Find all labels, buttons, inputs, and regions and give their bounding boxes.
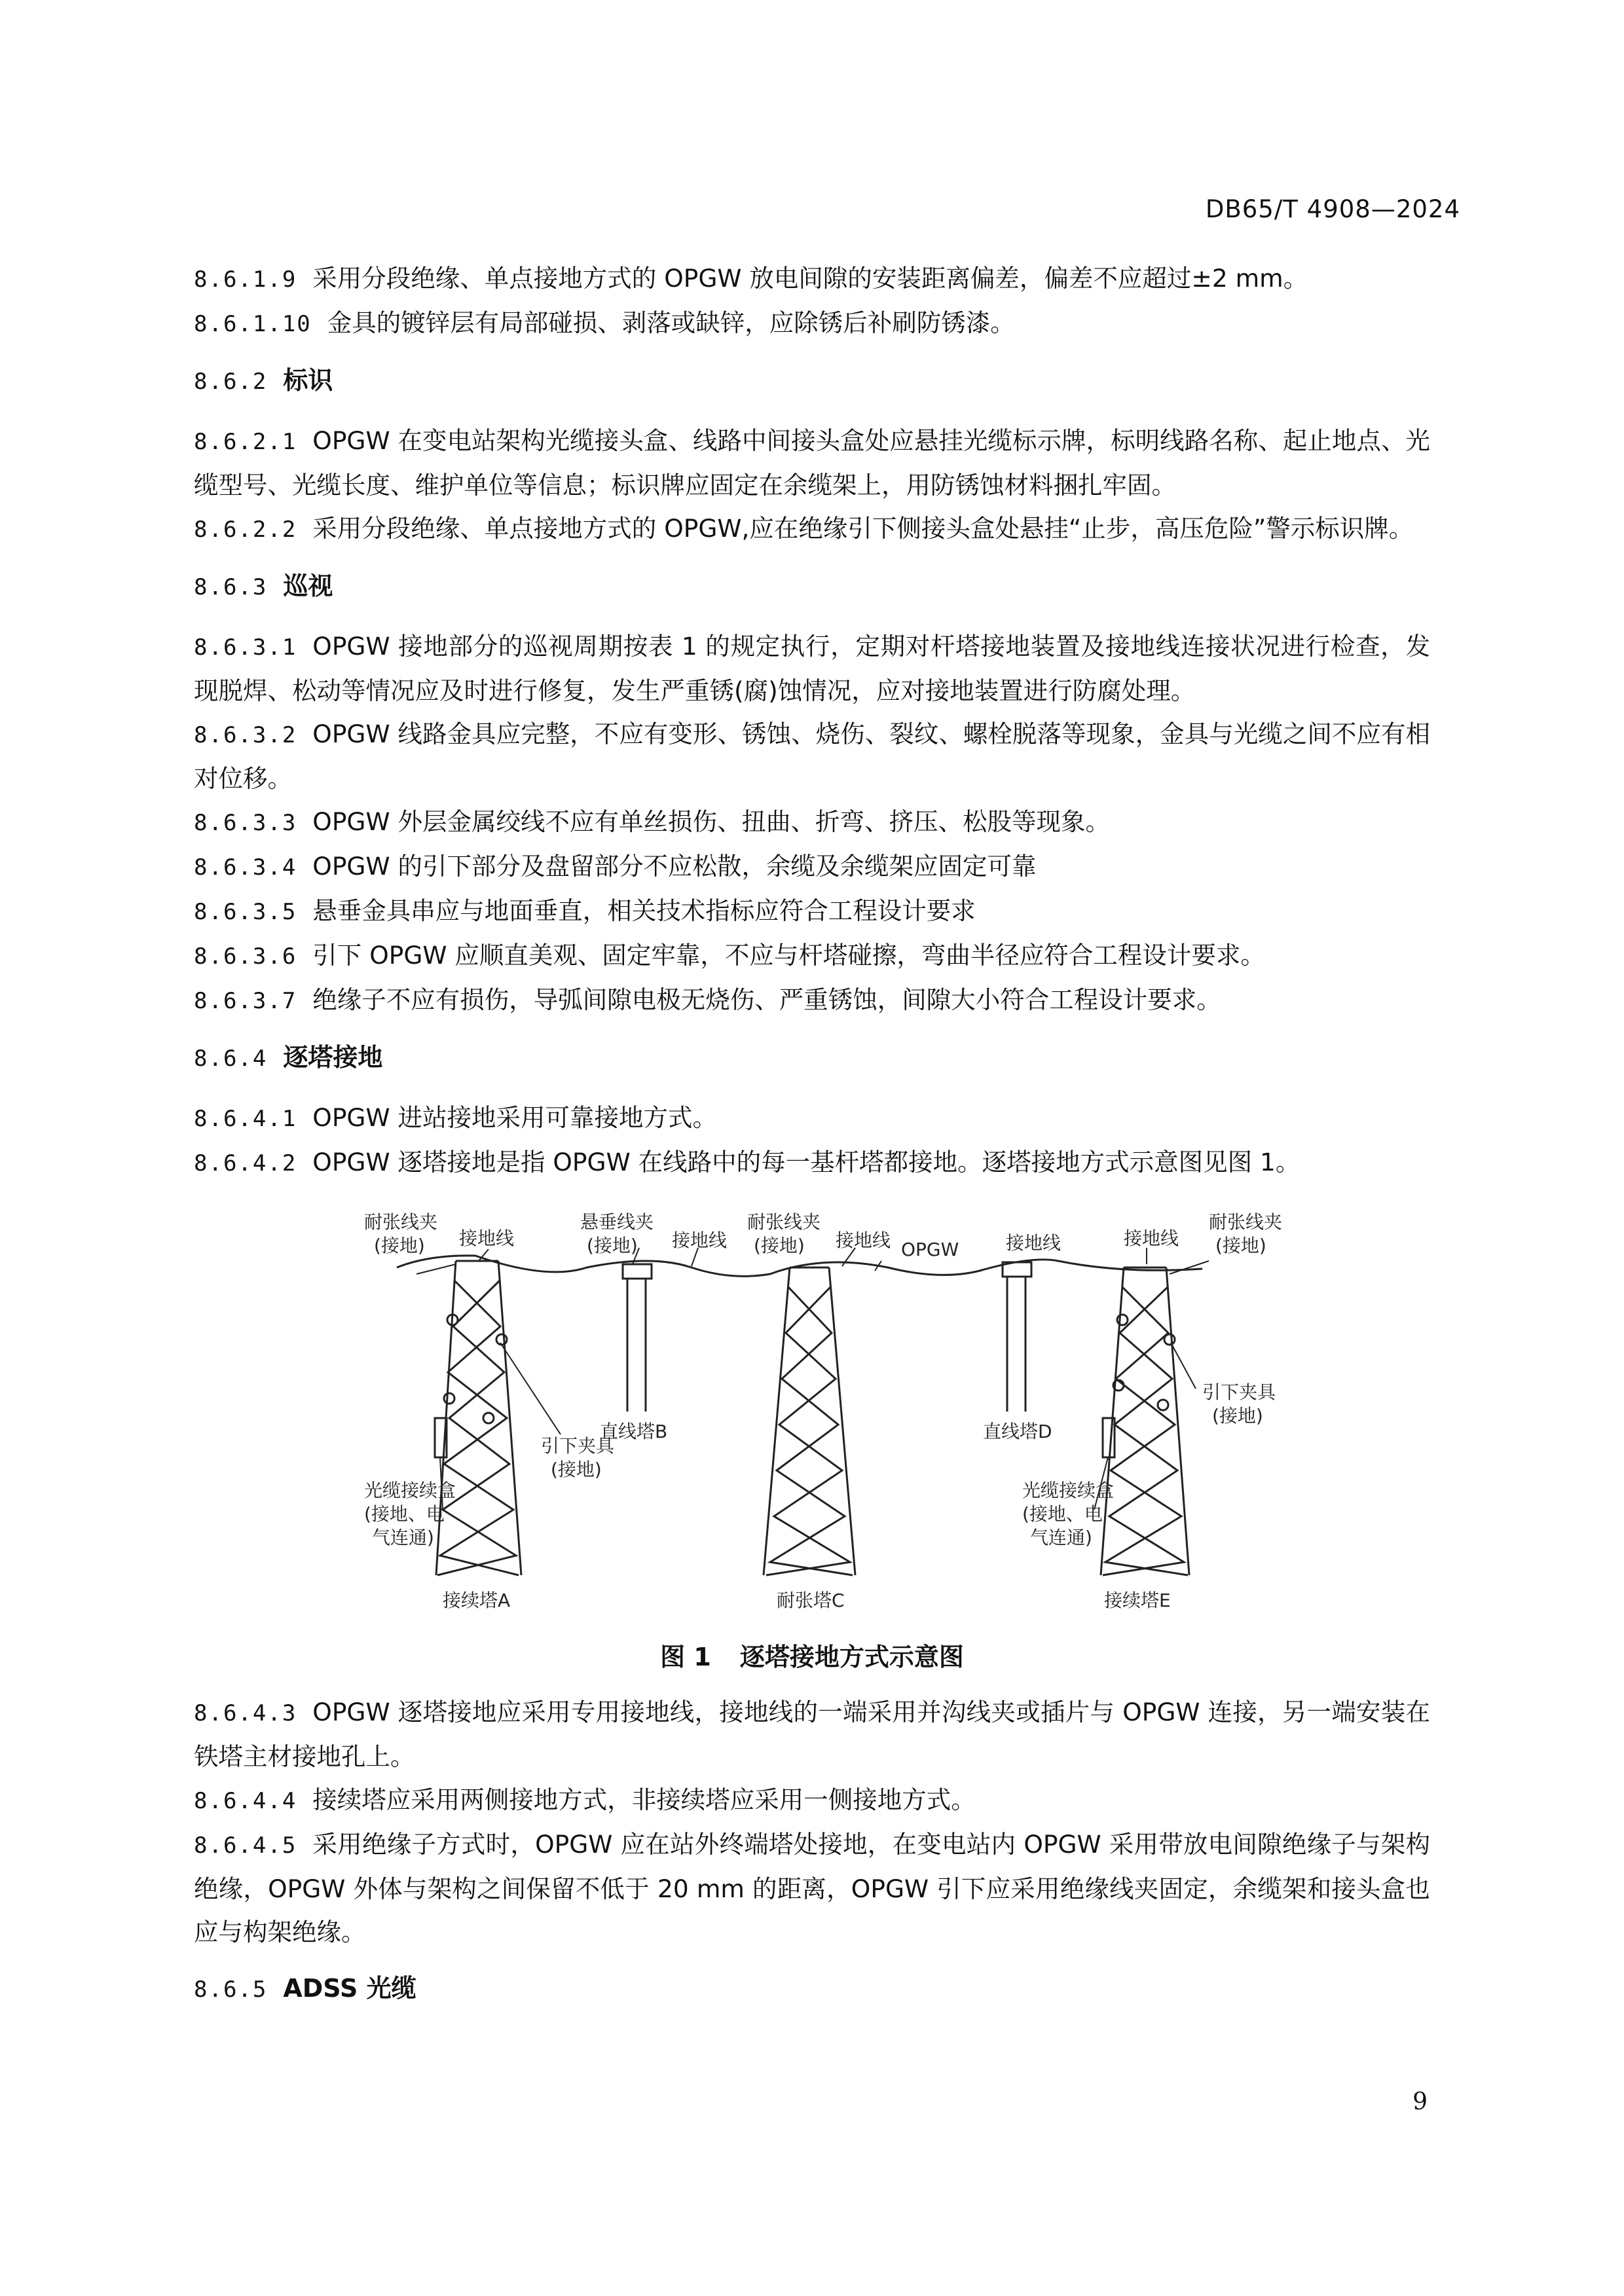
clause-number: 8.6.4.3 <box>194 1700 297 1726</box>
tower-d-structure <box>1003 1262 1031 1412</box>
heading-title: 巡视 <box>283 572 333 600</box>
label-tension-clamp-left: 耐张线夹 <box>364 1211 438 1233</box>
clause-text: OPGW 外层金属绞线不应有单丝损伤、扭曲、折弯、挤压、松股等现象。 <box>312 807 1110 836</box>
label-tension-clamp-right: 耐张线夹 <box>1209 1211 1283 1233</box>
heading-number: 8.6.3 <box>194 574 268 600</box>
clause-text: OPGW 接地部分的巡视周期按表 1 的规定执行，定期对杆塔接地装置及接地线连接状况进行检查，发现脱焊、松动等情况应及时进行修复，发生严重锈(腐)蚀情况，应对接地装置进行防腐处理。 <box>194 632 1430 705</box>
clause-number: 8.6.1.10 <box>194 311 312 337</box>
caption-title: 逐塔接地方式示意图 <box>739 1643 964 1671</box>
opgw-line <box>397 1256 1202 1277</box>
caption-number: 图 1 <box>660 1643 711 1671</box>
tower-b-structure <box>623 1264 652 1412</box>
clause-number: 8.6.3.2 <box>194 722 297 748</box>
clause-8-6-3-6 <box>194 934 1430 978</box>
clause-text: OPGW 进站接地采用可靠接地方式。 <box>312 1103 717 1132</box>
heading-8-6-3 <box>194 564 1430 609</box>
label-splice-box-right-line2: (接地、电 <box>1022 1503 1103 1525</box>
label-down-clamp-left-grounded: (接地) <box>551 1459 602 1480</box>
clause-number: 8.6.4.2 <box>194 1150 297 1176</box>
label-splice-box-left-line3: 气连通) <box>372 1527 434 1548</box>
clause-number: 8.6.2.2 <box>194 517 297 543</box>
clause-8-6-4-5 <box>194 1823 1430 1954</box>
heading-number: 8.6.5 <box>194 1977 268 2003</box>
page-number: 9 <box>1412 2088 1428 2115</box>
document-id: DB65/T 4908—2024 <box>1205 195 1460 223</box>
clause-text: 悬垂金具串应与地面垂直，相关技术指标应符合工程设计要求 <box>312 896 976 925</box>
label-ground-wire-a: 接地线 <box>459 1228 515 1249</box>
clause-text: 采用分段绝缘、单点接地方式的 OPGW 放电间隙的安装距离偏差，偏差不应超过±2 mm。 <box>312 264 1308 293</box>
clause-8-6-4-3 <box>194 1690 1430 1778</box>
label-tower-a: 接续塔A <box>443 1590 511 1611</box>
section-8-6-3 <box>194 625 1430 1023</box>
clause-number: 8.6.4.4 <box>194 1788 297 1814</box>
tower-grounding-diagram <box>325 1209 1307 1628</box>
heading-8-6-2 <box>194 359 1430 403</box>
clause-text: OPGW 线路金具应完整，不应有变形、锈蚀、烧伤、裂纹、螺栓脱落等现象，金具与光缆之间不应有相对位移。 <box>194 720 1430 793</box>
label-ground-wire-e: 接地线 <box>1124 1228 1179 1249</box>
label-suspension-clamp-grounded: (接地) <box>587 1235 638 1256</box>
figure-caption <box>194 1635 1430 1679</box>
label-ground-wire-d: 接地线 <box>1006 1232 1061 1254</box>
section-8-6-4-part1 <box>194 1096 1430 1185</box>
label-tower-d: 直线塔D <box>983 1421 1052 1442</box>
page-content <box>194 257 1430 2027</box>
clause-text: OPGW 的引下部分及盘留部分不应松散，余缆及余缆架应固定可靠 <box>312 852 1037 881</box>
section-8-6-4-part2 <box>194 1690 1430 1954</box>
label-down-clamp-right: 引下夹具 <box>1202 1381 1276 1403</box>
clause-text: 金具的镀锌层有局部碰损、剥落或缺锌，应除锈后补刷防锈漆。 <box>327 308 1015 337</box>
clause-number: 8.6.3.6 <box>194 943 297 970</box>
clause-8-6-3-1 <box>194 625 1430 712</box>
clause-number: 8.6.3.7 <box>194 988 297 1014</box>
clause-number: 8.6.4.1 <box>194 1106 297 1132</box>
clause-number: 8.6.3.5 <box>194 899 297 925</box>
label-down-clamp-right-grounded: (接地) <box>1212 1405 1263 1427</box>
label-splice-box-right-line3: 气连通) <box>1030 1527 1092 1548</box>
tower-a-structure <box>435 1261 521 1575</box>
clause-8-6-3-3 <box>194 800 1430 845</box>
clause-text: OPGW 逐塔接地是指 OPGW 在线路中的每一基杆塔都接地。逐塔接地方式示意图见图 1。 <box>312 1148 1301 1176</box>
clause-8-6-3-2 <box>194 712 1430 800</box>
label-tower-c: 耐张塔C <box>777 1590 845 1611</box>
clause-8-6-4-4 <box>194 1778 1430 1823</box>
clause-number: 8.6.3.1 <box>194 634 297 661</box>
clause-8-6-4-1 <box>194 1096 1430 1140</box>
label-splice-box-left-line2: (接地、电 <box>364 1503 445 1525</box>
heading-title: ADSS 光缆 <box>283 1974 416 2003</box>
clause-8-6-3-4 <box>194 845 1430 889</box>
clause-8-6-1-10 <box>194 301 1430 346</box>
clause-text: 采用绝缘子方式时，OPGW 应在站外终端塔处接地，在变电站内 OPGW 采用带放电间隙绝缘子与架构绝缘，OPGW 外体与架构之间保留不低于 20 mm 的距离，OPGW 引下应采用绝缘线夹固定，余缆架和接头盒也应与构架绝缘。 <box>194 1830 1430 1946</box>
section-8-6-2 <box>194 419 1430 551</box>
leader-lines <box>416 1248 1209 1510</box>
label-tower-e: 接续塔E <box>1104 1590 1171 1611</box>
label-tension-clamp-mid-grounded: (接地) <box>754 1235 805 1256</box>
clause-text: 引下 OPGW 应顺直美观、固定牢靠，不应与杆塔碰擦，弯曲半径应符合工程设计要求。 <box>312 941 1265 970</box>
heading-8-6-4 <box>194 1036 1430 1080</box>
tower-c-structure <box>764 1267 855 1575</box>
clause-text: 接续塔应采用两侧接地方式，非接续塔应采用一侧接地方式。 <box>312 1785 976 1814</box>
label-opgw: OPGW <box>901 1239 959 1260</box>
clause-8-6-2-1 <box>194 419 1430 507</box>
heading-number: 8.6.4 <box>194 1046 268 1072</box>
clause-number: 8.6.3.4 <box>194 854 297 881</box>
label-down-clamp-left: 引下夹具 <box>541 1435 615 1457</box>
label-splice-box-right: 光缆接续盒 <box>1022 1480 1115 1501</box>
clause-8-6-4-2 <box>194 1140 1430 1185</box>
label-tower-b: 直线塔B <box>600 1421 668 1442</box>
label-tension-clamp-right-grounded: (接地) <box>1215 1235 1266 1256</box>
clause-number: 8.6.4.5 <box>194 1832 297 1859</box>
section-8-6-1-tail <box>194 257 1430 346</box>
clause-text: OPGW 逐塔接地应采用专用接地线，接地线的一端采用并沟线夹或插片与 OPGW 连接，另一端安装在铁塔主材接地孔上。 <box>194 1698 1430 1771</box>
clause-number: 8.6.1.9 <box>194 266 297 293</box>
label-ground-wire-b: 接地线 <box>672 1230 728 1251</box>
clause-text: 采用分段绝缘、单点接地方式的 OPGW,应在绝缘引下侧接头盒处悬挂“止步，高压危险”警示标识牌。 <box>312 514 1414 543</box>
heading-title: 标识 <box>283 366 333 395</box>
clause-text: OPGW 在变电站架构光缆接头盒、线路中间接头盒处应悬挂光缆标示牌，标明线路名称、起止地点、光缆型号、光缆长度、维护单位等信息；标识牌应固定在余缆架上，用防锈蚀材料捆扎牢固。 <box>194 426 1430 500</box>
clause-8-6-1-9 <box>194 257 1430 301</box>
label-tension-clamp-left-grounded: (接地) <box>374 1235 425 1256</box>
clause-number: 8.6.2.1 <box>194 429 297 455</box>
tower-e-structure <box>1101 1267 1189 1575</box>
heading-number: 8.6.2 <box>194 369 268 395</box>
clause-8-6-2-2 <box>194 507 1430 551</box>
label-ground-wire-c: 接地线 <box>836 1230 891 1251</box>
figure-1 <box>194 1209 1430 1628</box>
clause-text: 绝缘子不应有损伤，导弧间隙电极无烧伤、严重锈蚀，间隙大小符合工程设计要求。 <box>312 985 1221 1014</box>
clause-8-6-3-7 <box>194 978 1430 1023</box>
label-tension-clamp-mid: 耐张线夹 <box>747 1211 821 1233</box>
clause-number: 8.6.3.3 <box>194 810 297 836</box>
label-splice-box-left: 光缆接续盒 <box>364 1480 456 1501</box>
heading-8-6-5 <box>194 1967 1430 2011</box>
clause-8-6-3-5 <box>194 889 1430 934</box>
heading-title: 逐塔接地 <box>283 1043 383 1072</box>
label-suspension-clamp: 悬垂线夹 <box>580 1211 654 1233</box>
